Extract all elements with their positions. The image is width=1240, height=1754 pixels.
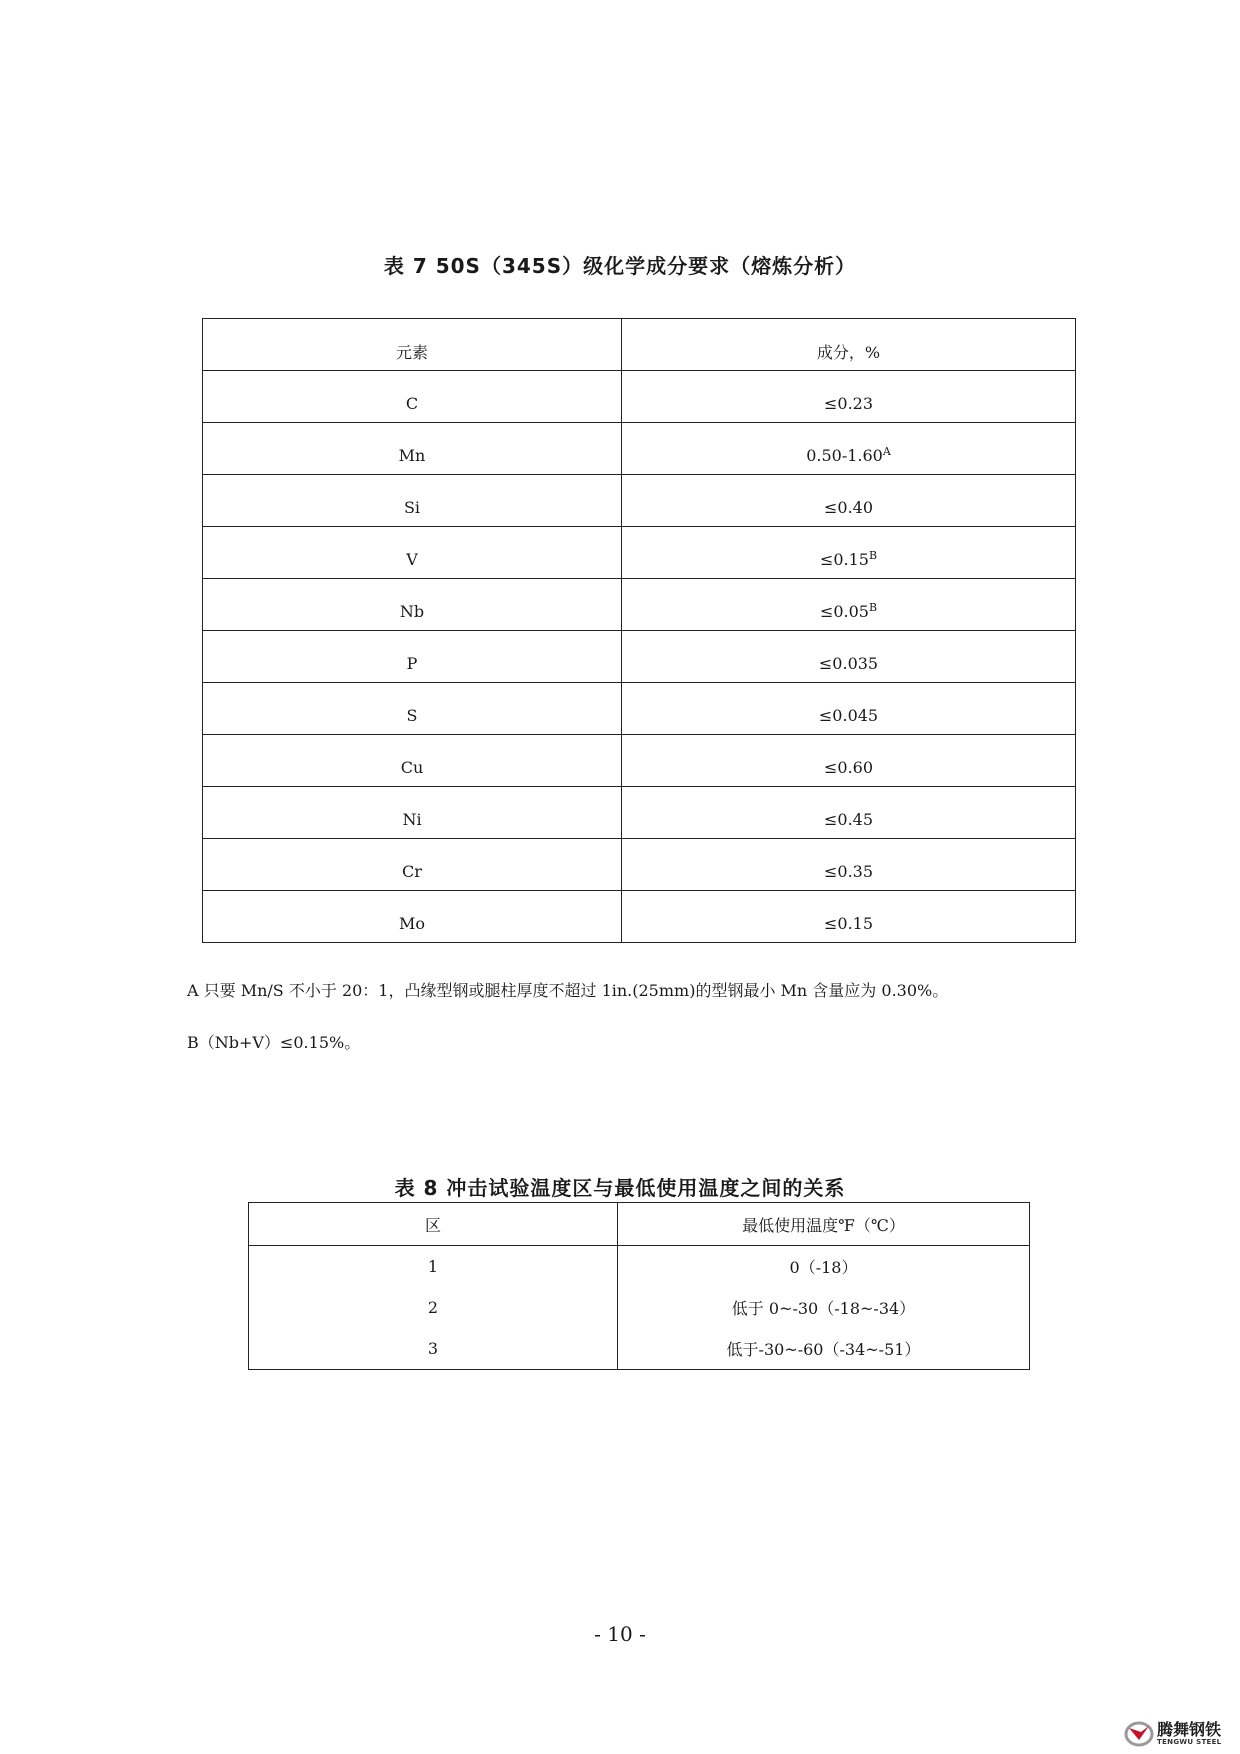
table7-title: 表 7 50S（345S）级化学成分要求（熔炼分析） bbox=[383, 254, 857, 278]
table8-title: 表 8 冲击试验温度区与最低使用温度之间的关系 bbox=[394, 1176, 846, 1200]
logo-chinese-name: 腾舞钢铁 bbox=[1157, 1720, 1222, 1739]
footnote-marker: B bbox=[868, 549, 878, 562]
table-row bbox=[203, 891, 1076, 943]
footnote-a: A 只要 Mn/S 不小于 20：1，凸缘型钢或腿柱厚度不超过 1in.(25mm)的型钢最小 Mn 含量应为 0.30%。 bbox=[187, 981, 949, 1000]
composition-cell bbox=[622, 787, 1076, 839]
element-cell: Mn bbox=[203, 423, 622, 475]
header-min-temp: 最低使用温度℉（℃） bbox=[618, 1203, 1030, 1246]
table-row bbox=[249, 1246, 1030, 1288]
composition-value: ≤0.35 bbox=[823, 862, 874, 881]
composition-cell bbox=[622, 683, 1076, 735]
composition-cell bbox=[622, 371, 1076, 423]
table-row bbox=[249, 1328, 1030, 1370]
composition-value: 0.50-1.60 bbox=[806, 446, 883, 465]
composition-value: ≤0.15 bbox=[819, 550, 869, 569]
table-row bbox=[249, 1287, 1030, 1328]
composition-cell bbox=[622, 475, 1076, 527]
logo-english-name: TENGWU STEEL bbox=[1157, 1738, 1222, 1746]
composition-value: ≤0.05 bbox=[819, 602, 869, 621]
element-cell: Mo bbox=[203, 891, 622, 943]
composition-cell bbox=[622, 839, 1076, 891]
composition-cell bbox=[622, 527, 1076, 579]
header-element: 元素 bbox=[203, 319, 622, 371]
composition-value: ≤0.035 bbox=[818, 654, 879, 673]
zone-cell: 2 bbox=[249, 1287, 618, 1328]
table-row bbox=[203, 371, 1076, 423]
composition-value: ≤0.40 bbox=[823, 498, 874, 517]
zone-cell: 1 bbox=[249, 1246, 618, 1288]
table-header-row bbox=[203, 319, 1076, 371]
table-row bbox=[203, 839, 1076, 891]
table-row bbox=[203, 579, 1076, 631]
element-cell: Cu bbox=[203, 735, 622, 787]
composition-value: ≤0.60 bbox=[823, 758, 874, 777]
composition-value: ≤0.15 bbox=[823, 914, 874, 933]
min-temp-cell: 低于-30~-60（-34~-51） bbox=[618, 1328, 1030, 1370]
page-number: - 10 - bbox=[594, 1622, 646, 1646]
impact-test-zone-table bbox=[248, 1202, 1030, 1370]
element-cell: Ni bbox=[203, 787, 622, 839]
header-composition: 成分，% bbox=[622, 319, 1076, 371]
footnote-b: B（Nb+V）≤0.15%。 bbox=[187, 1033, 361, 1052]
footnote-marker: B bbox=[868, 601, 878, 614]
table-row bbox=[203, 527, 1076, 579]
composition-value: ≤0.23 bbox=[823, 394, 874, 413]
table-row bbox=[203, 631, 1076, 683]
composition-value: ≤0.045 bbox=[818, 706, 879, 725]
element-cell: P bbox=[203, 631, 622, 683]
company-logo bbox=[1124, 1720, 1221, 1748]
table-row bbox=[203, 423, 1076, 475]
composition-cell bbox=[622, 423, 1076, 475]
min-temp-cell: 低于 0~-30（-18~-34） bbox=[618, 1287, 1030, 1328]
element-cell: Cr bbox=[203, 839, 622, 891]
element-cell: C bbox=[203, 371, 622, 423]
element-cell: V bbox=[203, 527, 622, 579]
composition-cell bbox=[622, 735, 1076, 787]
table-row bbox=[203, 735, 1076, 787]
header-zone: 区 bbox=[249, 1203, 618, 1246]
table-header-row bbox=[249, 1203, 1030, 1246]
table-row bbox=[203, 475, 1076, 527]
footnote-marker: A bbox=[882, 445, 891, 458]
composition-cell bbox=[622, 579, 1076, 631]
table-row bbox=[203, 787, 1076, 839]
tengwu-logo-icon bbox=[1124, 1720, 1154, 1748]
chemical-composition-table bbox=[202, 318, 1076, 943]
composition-cell bbox=[622, 631, 1076, 683]
element-cell: Si bbox=[203, 475, 622, 527]
min-temp-cell: 0（-18） bbox=[618, 1246, 1030, 1288]
element-cell: S bbox=[203, 683, 622, 735]
zone-cell: 3 bbox=[249, 1328, 618, 1370]
composition-cell bbox=[622, 891, 1076, 943]
composition-value: ≤0.45 bbox=[823, 810, 874, 829]
table-row bbox=[203, 683, 1076, 735]
element-cell: Nb bbox=[203, 579, 622, 631]
